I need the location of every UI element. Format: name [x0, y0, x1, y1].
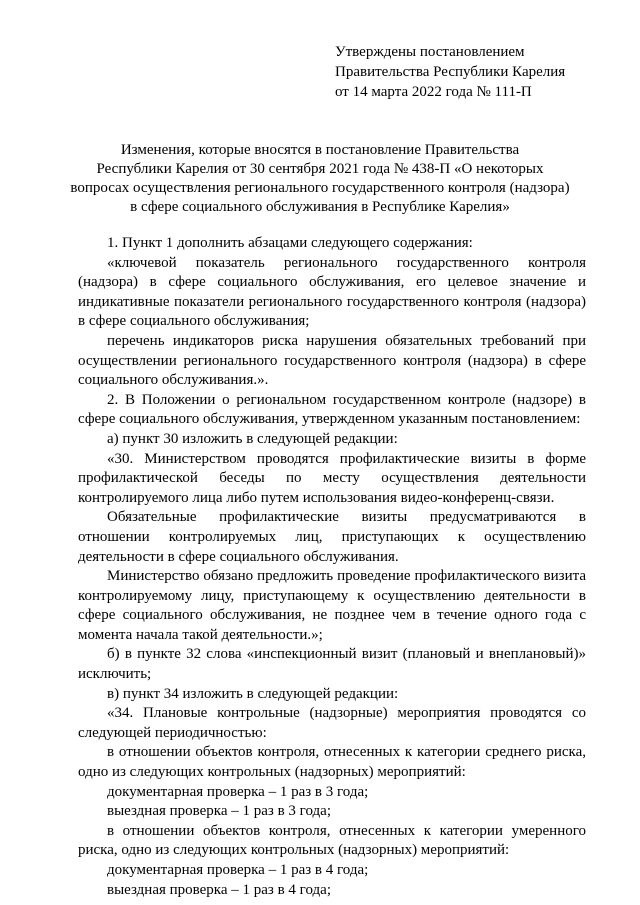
title-line: Изменения, которые вносятся в постановление Правительства — [120, 142, 520, 158]
paragraph: выездная проверка – 1 раз в 4 года; — [107, 881, 331, 898]
paragraph: перечень индикаторов риска нарушения обязательных требований при осуществлении регионального государственного контроля (надзора) в сфере социального обслуживания.». — [78, 332, 586, 389]
paragraph: Обязательные профилактические визиты предусматриваются в отношении контролируемых лиц, приступающих к осуществлению деятельности в сфере социального обслуживания. — [78, 509, 586, 565]
paragraph: документарная проверка – 1 раз в 3 года; — [107, 783, 369, 800]
title-line: вопросах осуществления регионального государственного контроля (надзора) — [70, 180, 570, 196]
paragraph: в отношении объектов контроля, отнесенных к категории среднего риска, одно из следующих контрольных (надзорных) мероприятий: — [78, 744, 586, 781]
paragraph: 1. Пункт 1 дополнить абзацами следующего содержания: — [107, 235, 473, 251]
paragraph: в отношении объектов контроля, отнесенных к категории умеренного риска, одно из следующих контрольных (надзорных) мероприятий: — [78, 822, 586, 859]
paragraph: документарная проверка – 1 раз в 4 года; — [107, 862, 369, 878]
approval-stamp — [335, 42, 565, 102]
paragraph: выездная проверка – 1 раз в 3 года; — [107, 803, 331, 820]
approval-line: Утверждены постановлением — [335, 44, 525, 60]
paragraph: «30. Министерством проводятся профилактические визиты в форме профилактической беседы по месту осуществления деятельности контролируемого лица либо путем использования видео-конференц-связи. — [78, 450, 586, 506]
approval-line: Правительства Республики Карелия — [335, 64, 566, 80]
paragraph: «ключевой показатель регионального государственного контроля (надзора) в сфере социального обслуживания, его целевое значение и индикативные показатели регионального государственного контроля (надзора) в сфере социального обслуживания; — [78, 254, 586, 330]
title-line: в сфере социального обслуживания в Республике Карелия» — [130, 199, 510, 215]
paragraph: 2. В Положении о региональном государственном контроле (надзоре) в сфере социального обслуживания, утвержденном указанным постановлением: — [78, 391, 586, 428]
paragraph: «34. Плановые контрольные (надзорные) мероприятия проводятся со следующей периодичностью: — [78, 705, 586, 741]
approval-line: от 14 марта 2022 года № 111-П — [335, 84, 532, 100]
paragraph: б) в пункте 32 слова «инспекционный визит (плановый и внеплановый)» исключить; — [78, 646, 586, 683]
title-line: Республики Карелия от 30 сентября 2021 года № 438-П «О некоторых — [96, 161, 544, 177]
document-title — [70, 141, 570, 217]
paragraph: Министерство обязано предложить проведение профилактического визита контролируемому лицу, приступающему к осуществлению деятельности в сфере социального обслуживания, не позднее чем в течение одного года с момента начала такой деятельности.»; — [78, 568, 586, 643]
paragraph: в) пункт 34 изложить в следующей редакции: — [107, 685, 399, 702]
document-body — [78, 234, 586, 900]
paragraph: а) пункт 30 изложить в следующей редакции: — [107, 430, 398, 447]
